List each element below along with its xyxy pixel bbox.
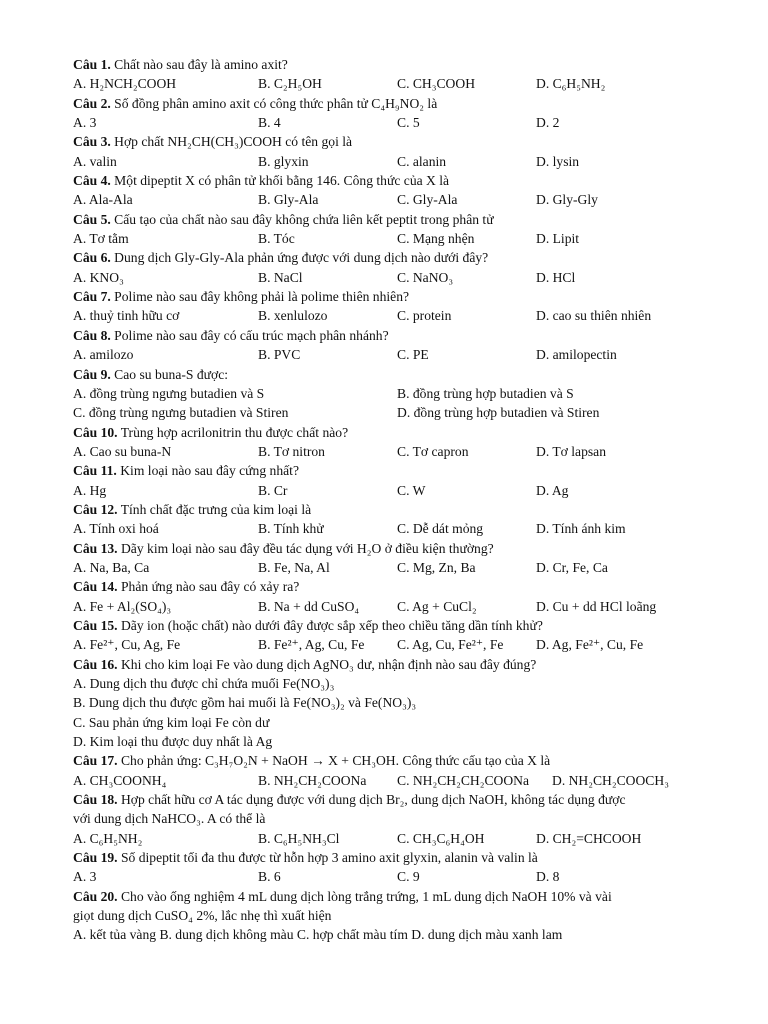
option-c: C. NH₂CH₂CH₂COONa <box>397 772 530 788</box>
question-label: Câu 4. <box>73 173 111 189</box>
option-b: B. xenlulozo <box>258 308 328 324</box>
question-11 <box>73 461 708 480</box>
option-d: D. amilopectin <box>536 347 617 363</box>
option-c: C. W <box>397 482 426 498</box>
options-row <box>73 481 708 500</box>
question-text: Trùng hợp acrilonitrin thu được chất nào? <box>117 424 349 440</box>
option-a: A. amilozo <box>73 347 134 363</box>
option-c: C. Ag + CuCl₂ <box>397 598 477 614</box>
option-a: A. H₂NCH₂COOH <box>73 76 177 92</box>
option-c: C. CH₃COOH <box>397 76 476 92</box>
options-row <box>73 306 708 325</box>
option-c: C. NaNO₃ <box>397 269 454 285</box>
option-b: B. C₆H₅NH₃Cl <box>258 830 340 846</box>
question-8 <box>73 326 708 345</box>
options-row <box>73 867 708 886</box>
option-c: C. 9 <box>397 869 420 885</box>
question-14 <box>73 577 708 596</box>
options-row <box>73 345 708 364</box>
question-text: Hợp chất hữu cơ A tác dụng được với dung dịch Br₂, dung dịch NaOH, không tác dụng được <box>117 792 626 808</box>
option-d: D. NH₂CH₂COOCH₃ <box>552 772 669 788</box>
options-row <box>73 442 708 461</box>
question-label: Câu 14. <box>73 579 118 595</box>
options-row <box>73 113 708 132</box>
option-a: A. Na, Ba, Ca <box>73 559 150 575</box>
options-row <box>73 190 708 209</box>
question-text: Cấu tạo của chất nào sau đây không chứa liên kết peptit trong phân tử <box>110 211 494 227</box>
question-15 <box>73 616 708 635</box>
option-d: D. lysin <box>536 153 580 169</box>
option-a: A. CH₃COONH₄ <box>73 772 167 788</box>
question-text: Kim loại nào sau đây cứng nhất? <box>116 463 299 479</box>
option-a: A. Fe²⁺, Cu, Ag, Fe <box>73 637 181 653</box>
option-b: B. NaCl <box>258 269 303 285</box>
option-a: A. đồng trùng ngưng butadien và S <box>73 385 265 401</box>
option-d: D. C₆H₅NH₂ <box>536 76 606 92</box>
question-label: Câu 10. <box>73 424 118 440</box>
question-text: Phản ứng nào sau đây có xảy ra? <box>117 579 300 595</box>
question-label: Câu 20. <box>73 888 118 904</box>
question-9 <box>73 365 708 384</box>
option-c: C. 5 <box>397 115 420 131</box>
question-3 <box>73 132 708 151</box>
options-row: A. kết tủa vàng B. dung dịch không màu C. hợp chất màu tím D. dung dịch màu xanh lam <box>73 927 563 943</box>
option-a: A. Tính oxi hoá <box>73 521 159 537</box>
question-text: Cho phản ứng: C₃H₇O₂N + NaOH → X + CH₃OH. Công thức cấu tạo của X là <box>117 753 551 769</box>
option-b: B. C₂H₅OH <box>258 76 322 92</box>
question-text: Số dipeptit tối đa thu được từ hỗn hợp 3 amino axit glyxin, alanin và valin là <box>117 850 538 866</box>
option-c: C. Tơ capron <box>397 443 469 459</box>
question-label: Câu 5. <box>73 211 111 227</box>
option-d: D. đồng trùng hợp butadien và Stiren <box>397 405 600 421</box>
option-b: B. PVC <box>258 347 301 363</box>
option-a: A. Tơ tằm <box>73 231 129 247</box>
options-row <box>73 74 708 93</box>
option-d: D. Gly-Gly <box>536 192 598 208</box>
option-b: B. đồng trùng hợp butadien và S <box>397 385 574 401</box>
question-label: Câu 2. <box>73 95 111 111</box>
options-row <box>73 229 708 248</box>
question-label: Câu 19. <box>73 850 118 866</box>
question-text: Số đồng phân amino axit có công thức phân tử C₄H₉NO₂ là <box>110 95 438 111</box>
option-c: C. Dễ dát mỏng <box>397 521 484 537</box>
question-12 <box>73 500 708 519</box>
option-a: A. valin <box>73 153 117 169</box>
question-5 <box>73 210 708 229</box>
question-text: Dung dịch Gly-Gly-Ala phản ứng được với dung dịch nào dưới đây? <box>110 250 489 266</box>
question-label: Câu 8. <box>73 327 111 343</box>
question-label: Câu 18. <box>73 792 118 808</box>
question-19 <box>73 848 708 867</box>
question-label: Câu 6. <box>73 250 111 266</box>
options-row <box>73 558 708 577</box>
option-d: D. cao su thiên nhiên <box>536 308 652 324</box>
option-b: B. 6 <box>258 869 281 885</box>
options-row <box>73 403 708 422</box>
option-b: B. NH₂CH₂COONa <box>258 772 367 788</box>
option-c: C. Mg, Zn, Ba <box>397 559 476 575</box>
option-a: A. Cao su buna-N <box>73 443 172 459</box>
question-label: Câu 3. <box>73 134 111 150</box>
question-18 <box>73 790 708 809</box>
question-text-continued: giọt dung dịch CuSO₄ 2%, lắc nhẹ thì xuất hiện <box>73 908 332 924</box>
option-c: C. Mạng nhện <box>397 231 475 247</box>
option-b: B. 4 <box>258 115 281 131</box>
question-text: Hợp chất NH₂CH(CH₃)COOH có tên gọi là <box>110 134 353 150</box>
question-10 <box>73 423 708 442</box>
options-row <box>73 152 708 171</box>
option-a: A. 3 <box>73 115 97 131</box>
option-a: A. Ala-Ala <box>73 192 133 208</box>
option-a: A. Fe + Al₂(SO₄)₃ <box>73 598 172 614</box>
question-13 <box>73 539 708 558</box>
question-text: Chất nào sau đây là amino axit? <box>110 57 288 72</box>
question-text: Cho vào ống nghiệm 4 mL dung dịch lòng trắng trứng, 1 mL dung dịch NaOH 10% và vài <box>117 888 612 904</box>
option-c: C. Gly-Ala <box>397 192 458 208</box>
option-d: D. Ag <box>536 482 569 498</box>
options-row <box>73 771 708 790</box>
options-row <box>73 268 708 287</box>
option-d: D. Tính ánh kim <box>536 521 626 537</box>
option-d: D. Cr, Fe, Ca <box>536 559 608 575</box>
options-row <box>73 519 708 538</box>
question-17 <box>73 751 708 770</box>
question-label: Câu 12. <box>73 501 118 517</box>
option-a: A. C₆H₅NH₂ <box>73 830 143 846</box>
question-text: Polime nào sau đây có cấu trúc mạch phân nhánh? <box>110 327 389 343</box>
question-4 <box>73 171 708 190</box>
options-row <box>73 597 708 616</box>
option-b: B. Fe²⁺, Ag, Cu, Fe <box>258 637 365 653</box>
option-b: B. Fe, Na, Al <box>258 559 330 575</box>
question-6 <box>73 248 708 267</box>
question-16 <box>73 655 708 674</box>
option-d: D. Lipit <box>536 231 580 247</box>
option-c: C. protein <box>397 308 452 324</box>
question-text: Dãy kim loại nào sau đây đều tác dụng với H₂O ở điều kiện thường? <box>117 540 494 556</box>
option-d: D. Cu + dd HCl loãng <box>536 598 657 614</box>
question-label: Câu 15. <box>73 617 118 633</box>
option-a: A. Hg <box>73 482 107 498</box>
option-d: D. CH₂=CHCOOH <box>536 830 642 846</box>
option-b: B. Tính khử <box>258 521 324 537</box>
option-c: C. alanin <box>397 153 447 169</box>
option-d: D. Kim loại thu được duy nhất là Ag <box>73 734 273 750</box>
question-text-continued: với dung dịch NaHCO₃. A có thể là <box>73 811 266 827</box>
question-text: Khi cho kim loại Fe vào dung dịch AgNO₃ dư, nhận định nào sau đây đúng? <box>117 656 537 672</box>
option-b: B. Cr <box>258 482 288 498</box>
question-20 <box>73 887 708 906</box>
option-c: C. Ag, Cu, Fe²⁺, Fe <box>397 637 504 653</box>
option-b: B. Dung dịch thu được gồm hai muối là Fe(NO₃)₂ và Fe(NO₃)₃ <box>73 695 417 711</box>
question-label: Câu 1. <box>73 57 111 72</box>
option-a: A. thuỷ tinh hữu cơ <box>73 308 180 324</box>
question-label: Câu 16. <box>73 656 118 672</box>
options-row <box>73 829 708 848</box>
question-text: Cao su buna-S được: <box>110 366 229 382</box>
option-d: D. HCl <box>536 269 576 285</box>
option-b: B. Tơ nitron <box>258 443 325 459</box>
question-label: Câu 9. <box>73 366 111 382</box>
option-d: D. Tơ lapsan <box>536 443 606 459</box>
question-text: Polime nào sau đây không phải là polime thiên nhiên? <box>110 289 410 305</box>
question-7 <box>73 287 708 306</box>
options-row <box>73 635 708 654</box>
options-row <box>73 384 708 403</box>
option-c: C. đồng trùng ngưng butadien và Stiren <box>73 405 289 421</box>
option-b: B. Gly-Ala <box>258 192 319 208</box>
question-label: Câu 13. <box>73 540 118 556</box>
option-b: B. Tóc <box>258 231 295 247</box>
option-a: A. 3 <box>73 869 97 885</box>
option-d: D. 2 <box>536 115 560 131</box>
option-b: B. glyxin <box>258 153 309 169</box>
option-a: A. Dung dịch thu được chỉ chứa muối Fe(NO₃)₃ <box>73 676 335 691</box>
option-d: D. Ag, Fe²⁺, Cu, Fe <box>536 637 644 653</box>
question-text: Dãy ion (hoặc chất) nào dưới đây được sắp xếp theo chiều tăng dần tính khử? <box>117 617 543 633</box>
option-c: C. PE <box>397 347 429 363</box>
question-2 <box>73 94 708 113</box>
question-text: Tính chất đặc trưng của kim loại là <box>117 501 312 517</box>
question-label: Câu 11. <box>73 463 117 479</box>
question-text: Một dipeptit X có phân tử khối bằng 146. Công thức của X là <box>110 173 450 189</box>
option-c: C. Sau phản ứng kim loại Fe còn dư <box>73 714 270 730</box>
option-c: C. CH₃C₆H₄OH <box>397 830 485 846</box>
option-d: D. 8 <box>536 869 560 885</box>
question-label: Câu 7. <box>73 289 111 305</box>
question-label: Câu 17. <box>73 753 118 769</box>
question-1 <box>73 55 708 74</box>
option-a: A. KNO₃ <box>73 269 124 285</box>
option-b: B. Na + dd CuSO₄ <box>258 598 360 614</box>
